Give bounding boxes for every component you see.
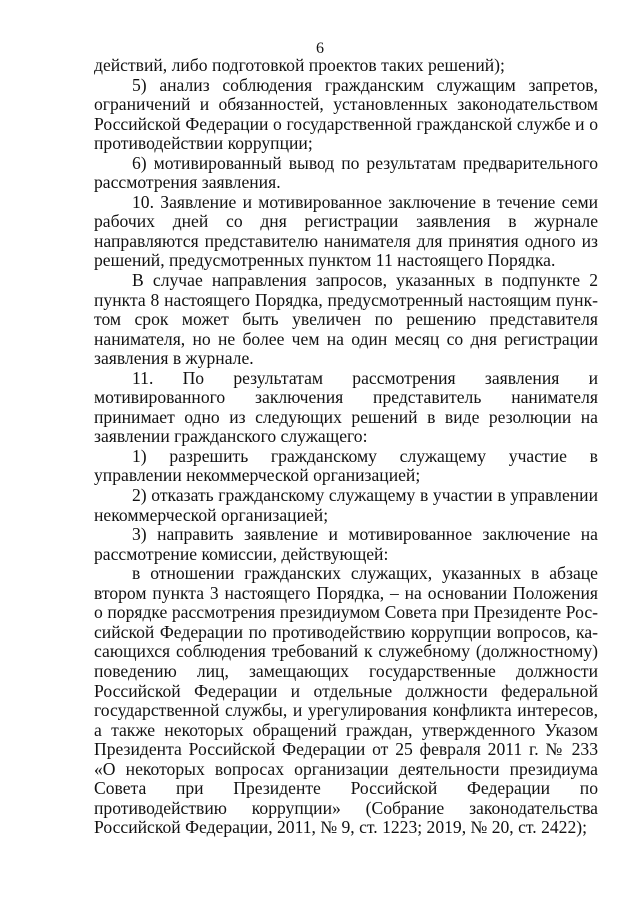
paragraph-item-5: 5) анализ соблюдения гражданским служащим запретов, ограничений и обязанностей, установленных законодательством Российской Федерации о государственной гражданской службе и о противодействии коррупции; <box>94 74 598 154</box>
paragraph-decision-2: 2) отказать гражданскому служащему в участии в управлении некоммерческой организацией; <box>94 485 598 525</box>
paragraph-clause-11: 11. По результатам рассмотрения заявления и мотивированного заключения представитель нанимателя принимает одно из следующих решений в виде резолюции на заявлении гражданского служащего: <box>94 367 598 447</box>
paragraph-continuation: действий, либо подготовкой проектов таких решений); <box>94 55 505 75</box>
paragraph-clause-10: 10. Заявление и мотивированное заключение в течение семи рабочих дней со дня регистрации заявления в журнале направляются представителю нанимателя для принятия одного из решений, предусмотренных пунктом 11 настоящего Порядка. <box>94 191 598 271</box>
document-body <box>94 56 598 838</box>
paragraph-decision-1: 1) разрешить гражданскому служащему участие в управлении некоммерческой организацией; <box>94 445 598 486</box>
paragraph-clause-10-extension: В случае направления запросов, указанных в подпункте 2 пункта 8 настоящего Порядка, предусмотренный настоящим пунктом срок может быть увеличен по решению представителя нанимателя, но не более чем на один месяц со дня регистрации заявления в журнале. <box>94 270 598 369</box>
paragraph-commission-basis: в отношении гражданских служащих, указанных в абзаце втором пункта 3 настоящего Порядка, – на основании Положения о порядке рассмотрения президиумом Совета при Президенте Российской Федерации по противодействию коррупции вопросов, касающихся соблюдения требований к служебному (должностному) поведению лиц, замещающих государственные должности Российской Федерации и отдельные должности федеральной государственной службы, и урегулирования конфликта интересов, а также некоторых обращений граждан, утвержденного Указом Президента Российской Федерации от 25 февраля 2011 г. № 233 «О некоторых вопросах организации деятельности президиума Совета при Президенте Российской Федерации по противодействию коррупции» (Собрание законодательства Российской Федерации, 2011, № 9, ст. 1223; 2019, № 20, ст. 2422); <box>94 563 598 838</box>
page-number: 6 <box>316 40 324 57</box>
paragraph-item-6: 6) мотивированный вывод по результатам предварительного рассмотрения заявления. <box>94 152 598 193</box>
paragraph-decision-3: 3) направить заявление и мотивированное заключение на рассмотрение комиссии, действующей: <box>94 524 598 564</box>
